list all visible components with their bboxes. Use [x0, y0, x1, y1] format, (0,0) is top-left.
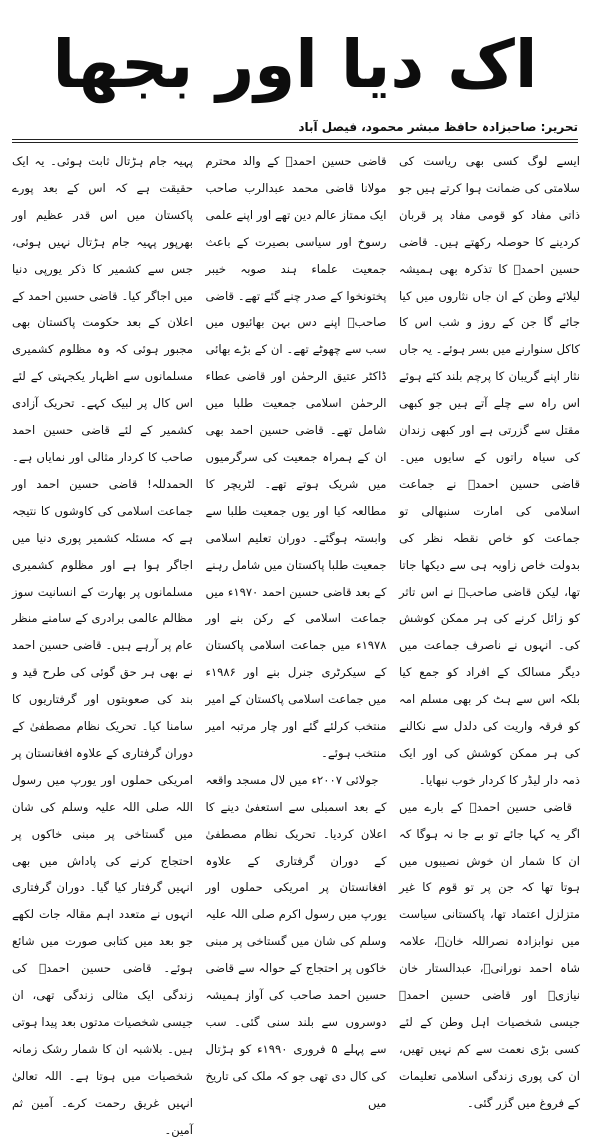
article-column-right	[399, 148, 580, 1110]
article-paragraph: جولائی ۲۰۰۷ء میں لال مسجد واقعہ کے بعد اسمبلی سے استعفیٰ دینے کا اعلان کردیا۔ تحریک نظام مصطفیٰ کے دوران گرفتاری کے علاوہ افغانستان پر امریکی حملوں اور یورپ میں رسول اکرم صلی اللہ علیہ وسلم کی شان میں گستاخی پر مبنی خاکوں پر احتجاج کے حوالہ سے قاضی حسین احمد صاحب کی آواز ہمیشہ دوسروں سے بلند سنی گئی۔ سب سے پہلے ۵ فروری ۱۹۹۰ء کو ہڑتال کی کال دی تھی جو کہ ملک کی تاریخ میں	[205, 772, 387, 1110]
article-headline: اک دیا اور بجھا	[52, 26, 538, 103]
article-byline: تحریر: صاحبزادہ حافظ مبشر محمود، فیصل آباد	[298, 120, 578, 134]
byline-divider-secondary	[12, 142, 578, 143]
article-column-left	[12, 148, 193, 1137]
article-paragraph: قاضی حسین احمدؒ کے بارے میں اگر یہ کہا جائے تو بے جا نہ ہوگا کہ ان کا شمار ان خوش نصیبوں میں ہوتا تھا کہ جن پر تو قوم کا غیر متزلزل اعتماد تھا، پاکستانی سیاست میں نوابزادہ نصراللہ خانؒ، علامہ شاہ احمد نورانیؒ، عبدالستار خان نیازیؒ اور قاضی حسین احمدؒ جیسی شخصیات اہل وطن کے لئے کسی بڑی نعمت سے کم نہیں تھیں، ان کی پوری زندگی اسلامی تعلیمات کے فروغ میں گزر گئی۔	[399, 799, 580, 1110]
article-paragraph: قاضی حسین احمدؒ کے والد محترم مولانا قاضی محمد عبدالرب صاحب ایک ممتاز عالم دین تھے اور اپنے علمی رسوخ اور سیاسی بصیرت کے باعث جمعیت علماء ہند صوبہ خیبر پختونخوا کے صدر چنے گئے تھے۔ قاضی صاحبؒ اپنے دس بہن بھائیوں میں سب سے چھوٹے تھے۔ ان کے بڑے بھائی ڈاکٹر عتیق الرحمٰن اور قاضی عطاء الرحمٰن اسلامی جمعیت طلبا میں شامل تھے۔ قاضی حسین احمد بھی ان کے ہمراہ جمعیت کی سرگرمیوں میں شریک ہوتے تھے۔ لٹریچر کا مطالعہ کیا اور یوں جمعیت طلبا سے وابستہ ہوگئے۔ دوران تعلیم اسلامی جمعیت طلبا پاکستان میں شامل رہنے کے بعد قاضی حسین احمد ۱۹۷۰ء میں جماعت اسلامی کے رکن بنے اور ۱۹۷۸ء میں جماعت اسلامی پاکستان کے سیکرٹری جنرل بنے اور ۱۹۸۶ء میں جماعت اسلامی پاکستان کے امیر منتخب کرلئے گئے اور چار مرتبہ امیر منتخب ہوئے۔	[205, 154, 387, 760]
article-body	[12, 148, 580, 1137]
article-paragraph: ایسے لوگ کسی بھی ریاست کی سلامتی کی ضمانت ہوا کرتے ہیں جو ذاتی مفاد کو قومی مفاد پر قربان کردینے کا حوصلہ رکھتے ہیں۔ قاضی حسین احمدؒ کا تذکرہ بھی ہمیشہ لیلائے وطن کے ان جاں نثاروں میں کیا جائے گا جن کے روز و شب اس کا کاکل سنوارنے میں بسر ہوئے۔ یہ جاں نثار اپنے گریبان کا پرچم بلند کئے ہوئے اس راہ سے چلے آتے ہیں جو کبھی مقتل سے گزرتی ہے اور کبھی زندان کی سیاہ راتوں کے سایوں میں۔ قاضی حسین احمدؒ نے جماعت اسلامی کی امارت سنبھالی تو جماعت کو خاص نقطہ نظر کی بدولت خاص زاویہ ہی سے دیکھا جاتا تھا، لیکن قاضی صاحبؒ نے اس تاثر کو زائل کرنے کی ہر ممکن کوشش کی۔ انہوں نے ناصرف جماعت میں دیگر مسالک کے افراد کو جمع کیا بلکہ اس سے ہٹ کر بھی مسلم امہ کو فرقہ واریت کی دلدل سے نکالنے کی ہر ممکن کوشش کی اور ایک ذمہ دار لیڈر کا کردار خوب نبھایا۔	[399, 154, 580, 787]
byline-divider	[12, 139, 578, 140]
article-paragraph: پہیہ جام ہڑتال ثابت ہوئی۔ یہ ایک حقیقت ہے کہ اس کے بعد پورے پاکستان میں اس قدر عظیم اور بھرپور پہیہ جام ہڑتال نہیں ہوئی، جس سے کشمیر کا ذکر یورپی دنیا میں اجاگر کیا۔ قاضی حسین احمد کے اعلان کے بعد حکومت پاکستان بھی مجبور ہوئی کہ وہ مظلوم کشمیری مسلمانوں سے اظہار یکجہتی کے لئے اس کال پر لبیک کہے۔ تحریک آزادی کشمیر کے لئے قاضی حسین احمد صاحب کا کردار مثالی اور نمایاں ہے۔ الحمدللہ! قاضی حسین احمد اور جماعت اسلامی کی کاوشوں کا نتیجہ ہے کہ مسئلہ کشمیر پوری دنیا میں اجاگر ہوا ہے اور مظلوم کشمیری مسلمانوں پر بھارت کے انسانیت سوز مظالم عالمی برادری کے سامنے منظر عام پر آرہے ہیں۔ قاضی حسین احمد نے بھی ہر حق گوئی کی طرح قید و بند کی صعوبتوں اور گرفتاریوں کا سامنا کیا۔ تحریک نظام مصطفیٰ کے دوران گرفتاری کے علاوہ افغانستان پر امریکی حملوں اور یورپ میں رسول اللہ صلی اللہ علیہ وسلم کی شان میں گستاخی پر مبنی خاکوں پر احتجاج کرنے کی پاداش میں بھی انہیں گرفتار کیا گیا۔ دوران گرفتاری انہوں نے متعدد اہم مقالہ جات لکھے جو بعد میں کتابی صورت میں شائع ہوئے۔ قاضی حسین احمدؒ کی زندگی ایک مثالی زندگی تھی، ان جیسی شخصیات مدتوں بعد پیدا ہوتی ہیں۔ بلاشبہ ان کا شمار رشک زمانہ شخصیات میں ہوتا ہے۔ اللہ تعالیٰ انہیں غریق رحمت کرے۔ آمین ثم آمین۔	[12, 154, 193, 1137]
article-column-middle	[205, 148, 387, 1110]
